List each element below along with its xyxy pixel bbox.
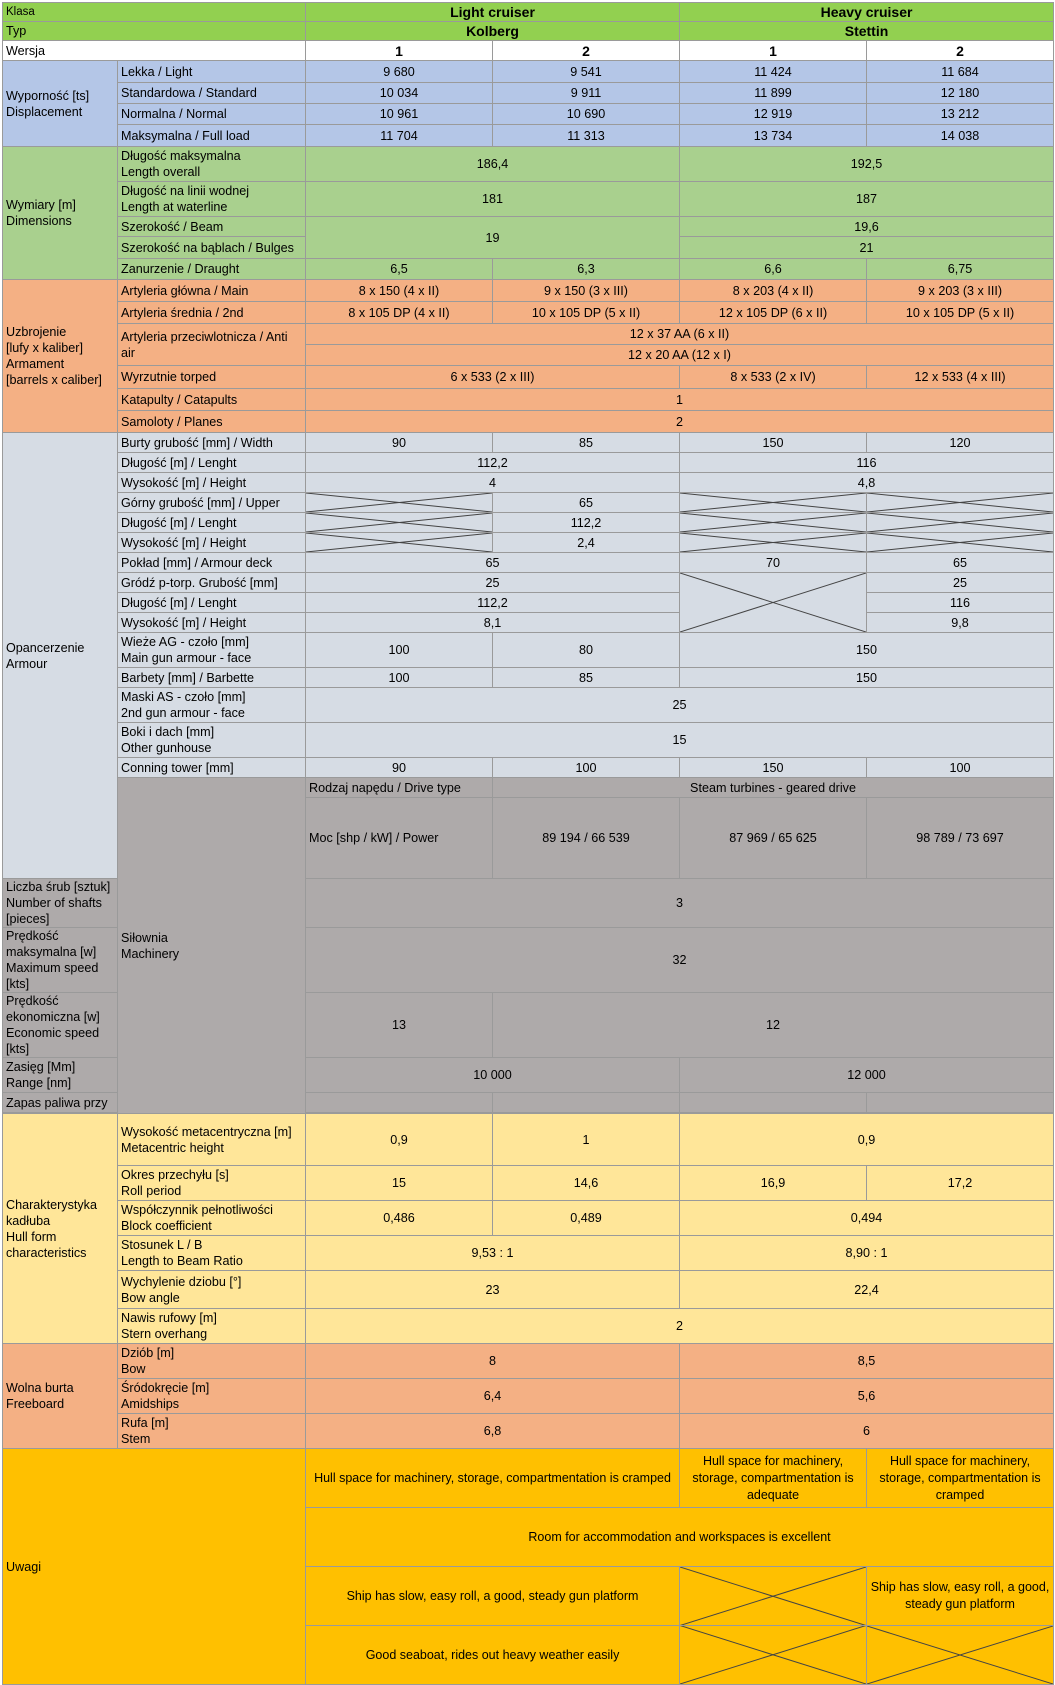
roll-period-h2: 17,2 [867,1166,1054,1201]
upper-length-l1-na [306,513,493,533]
secondary-artillery-l2: 10 x 105 DP (5 x II) [493,302,680,324]
torp-bulkhead-label: Gródź p-torp. Grubość [mm] [118,573,306,593]
torp-height-light: 8,1 [306,613,680,633]
displacement-standard-h2: 12 180 [867,83,1054,104]
draught-l1: 6,5 [306,259,493,280]
catapults-value: 1 [306,389,1054,411]
belt-length-heavy: 116 [680,453,1054,473]
aa-artillery-row2: 12 x 20 AA (12 x I) [306,345,1054,366]
draught-h1: 6,6 [680,259,867,280]
cross-mark [306,513,492,532]
notes-group-label: Uwagi [3,1449,306,1685]
class-heavy-cruiser: Heavy cruiser [680,3,1054,22]
draught-l2: 6,3 [493,259,680,280]
displacement-normal-l2: 10 690 [493,104,680,125]
class-light-cruiser: Light cruiser [306,3,680,22]
upper-height-label: Wysokość [m] / Height [118,533,306,553]
sec-gun-other-label: Boki i dach [mm] Other gunhouse [118,723,306,758]
length-waterline-light: 181 [306,182,680,217]
torp-height-label: Wysokość [m] / Height [118,613,306,633]
belt-width-h2: 120 [867,433,1054,453]
eco-speed-rest: 12 [493,993,1054,1058]
torp-bulkhead-h2: 25 [867,573,1054,593]
cross-mark [867,533,1053,552]
conning-tower-label: Conning tower [mm] [118,758,306,778]
freeboard-bow-heavy: 8,5 [680,1344,1054,1379]
aa-artillery-label: Artyleria przeciwlotnicza / Anti air [118,324,306,366]
eco-speed-l1: 13 [306,993,493,1058]
displacement-light-h1: 11 424 [680,61,867,83]
barbette-label: Barbety [mm] / Barbette [118,668,306,688]
displacement-full-label: Maksymalna / Full load [118,125,306,147]
length-overall-label: Długość maksymalna Length overall [118,147,306,182]
length-overall-heavy: 192,5 [680,147,1054,182]
note-space-light: Hull space for machinery, storage, compartmentation is cramped [306,1449,680,1508]
length-waterline-heavy: 187 [680,182,1054,217]
cross-mark [680,573,866,632]
fuel-h2 [867,1093,1054,1113]
deck-h1: 70 [680,553,867,573]
cross-mark [680,533,866,552]
upper-width-label: Górny grubość [mm] / Upper [118,493,306,513]
cross-mark [867,1626,1053,1684]
sec-gun-other-value: 15 [306,723,1054,758]
metacentric-l2: 1 [493,1114,680,1166]
fuel-l2 [493,1093,680,1113]
secondary-artillery-h1: 12 x 105 DP (6 x II) [680,302,867,324]
freeboard-group-label: Wolna burta Freeboard [3,1344,118,1449]
note-roll-h1-na [680,1567,867,1685]
stern-overhang-label: Nawis rufowy [m] Stern overhang [118,1309,306,1344]
max-speed-value: 32 [306,928,1054,993]
cross-mark [867,493,1053,512]
displacement-standard-l2: 9 911 [493,83,680,104]
displacement-group-label: Wyporność [ts] Displacement [3,61,118,147]
freeboard-stern-label: Rufa [m] Stem [118,1414,306,1449]
turret-face-label: Wieże AG - czoło [mm] Main gun armour - face [118,633,306,668]
main-artillery-h2: 9 x 203 (3 x III) [867,280,1054,302]
drive-type-value: Steam turbines - geared drive [493,778,1054,798]
displacement-full-l1: 11 704 [306,125,493,147]
draught-h2: 6,75 [867,259,1054,280]
version-light-2: 2 [493,41,680,61]
belt-width-l1: 90 [306,433,493,453]
secondary-artillery-h2: 10 x 105 DP (5 x II) [867,302,1054,324]
roll-period-l2: 14,6 [493,1166,680,1201]
upper-width-l1-na [306,493,493,513]
range-label: Zasięg [Mm] Range [nm] [3,1058,118,1093]
deck-h2: 65 [867,553,1054,573]
catapults-label: Katapulty / Catapults [118,389,306,411]
turret-face-l1: 100 [306,633,493,668]
displacement-standard-h1: 11 899 [680,83,867,104]
beam-label: Szerokość / Beam [118,217,306,237]
upper-length-l2: 112,2 [493,513,680,533]
type-kolberg: Kolberg [306,22,680,41]
bulges-label: Szerokość na bąblach / Bulges [118,237,306,259]
main-artillery-l2: 9 x 150 (3 x III) [493,280,680,302]
note-accommodation: Room for accommodation and workspaces is excellent [306,1508,1054,1567]
drive-type-label: Rodzaj napędu / Drive type [306,778,493,798]
bulges-heavy: 21 [680,237,1054,259]
metacentric-label: Wysokość metacentryczna [m] Metacentric height [118,1114,306,1166]
upper-height-h2-na [867,533,1054,553]
fuel-label: Zapas paliwa przy [3,1093,118,1113]
power-label: Moc [shp / kW] / Power [306,798,493,879]
turret-face-heavy: 150 [680,633,1054,668]
bow-angle-light: 23 [306,1271,680,1309]
block-coef-label: Współczynnik pełnotliwości Block coefficient [118,1201,306,1236]
spec-sheet [0,2,1055,1662]
beam-heavy: 19,6 [680,217,1054,237]
note-space-h1: Hull space for machinery, storage, compartmentation is adequate [680,1449,867,1508]
power-h1: 98 789 / 73 697 [867,798,1054,879]
upper-width-h1-na [680,493,867,513]
block-coef-l1: 0,486 [306,1201,493,1236]
conning-tower-l1: 90 [306,758,493,778]
barbette-heavy: 150 [680,668,1054,688]
note-roll-h2: Ship has slow, easy roll, a good, steady gun platform [867,1567,1054,1626]
freeboard-bow-light: 8 [306,1344,680,1379]
version-heavy-2: 2 [867,41,1054,61]
length-waterline-label: Długość na linii wodnej Length at waterline [118,182,306,217]
upper-height-l2: 2,4 [493,533,680,553]
belt-length-light: 112,2 [306,453,680,473]
upper-width-l2: 65 [493,493,680,513]
belt-width-h1: 150 [680,433,867,453]
roll-period-l1: 15 [306,1166,493,1201]
barbette-l1: 100 [306,668,493,688]
belt-height-light: 4 [306,473,680,493]
barbette-l2: 85 [493,668,680,688]
cross-mark [680,1567,866,1684]
armament-group-label: Uzbrojenie [lufy x kaliber] Armament [barrels x caliber] [3,280,118,433]
power-l1: 89 194 / 66 539 [493,798,680,879]
note-seaboat-h2-na [867,1626,1054,1685]
block-coef-l2: 0,489 [493,1201,680,1236]
fuel-h1 [680,1093,867,1113]
note-roll-light: Ship has slow, easy roll, a good, steady gun platform [306,1567,680,1626]
stern-overhang-value: 2 [306,1309,1054,1344]
range-light: 10 000 [306,1058,680,1093]
planes-value: 2 [306,411,1054,433]
torpedo-label: Wyrzutnie torped [118,366,306,389]
torp-height-h2: 9,8 [867,613,1054,633]
turret-face-l2: 80 [493,633,680,668]
displacement-light-l2: 9 541 [493,61,680,83]
eco-speed-label: Prędkość ekonomiczna [w] Economic speed [kts] [3,993,118,1058]
aa-artillery-row1: 12 x 37 AA (6 x II) [306,324,1054,345]
belt-width-l2: 85 [493,433,680,453]
upper-length-h2-na [867,513,1054,533]
shafts-value: 3 [306,879,1054,928]
cross-mark [867,513,1053,532]
belt-height-heavy: 4,8 [680,473,1054,493]
draught-label: Zanurzenie / Draught [118,259,306,280]
belt-height-label: Wysokość [m] / Height [118,473,306,493]
conning-tower-h2: 100 [867,758,1054,778]
displacement-light-l1: 9 680 [306,61,493,83]
bow-angle-heavy: 22,4 [680,1271,1054,1309]
upper-width-h2-na [867,493,1054,513]
deck-light: 65 [306,553,680,573]
armour-group-label: Opancerzenie Armour [3,433,118,879]
deck-label: Pokład [mm] / Armour deck [118,553,306,573]
torp-length-light: 112,2 [306,593,680,613]
beam-light: 19 [306,217,680,259]
displacement-light-label: Lekka / Light [118,61,306,83]
main-artillery-l1: 8 x 150 (4 x II) [306,280,493,302]
torpedo-h2: 12 x 533 (4 x III) [867,366,1054,389]
cross-mark [306,493,492,512]
roll-period-label: Okres przechyłu [s] Roll period [118,1166,306,1201]
lb-ratio-label: Stosunek L / B Length to Beam Ratio [118,1236,306,1271]
length-overall-light: 186,4 [306,147,680,182]
displacement-standard-label: Standardowa / Standard [118,83,306,104]
typ-label: Typ [3,22,306,41]
fuel-l1 [306,1093,493,1113]
shafts-label: Liczba śrub [sztuk] Number of shafts [pieces] [3,879,118,928]
conning-tower-l2: 100 [493,758,680,778]
torpedo-h1: 8 x 533 (2 x IV) [680,366,867,389]
upper-length-label: Długość [m] / Lenght [118,513,306,533]
torp-length-h2: 116 [867,593,1054,613]
sec-gun-face-label: Maski AS - czoło [mm] 2nd gun armour - face [118,688,306,723]
main-artillery-label: Artyleria główna / Main [118,280,306,302]
torpedo-light: 6 x 533 (2 x III) [306,366,680,389]
version-light-1: 1 [306,41,493,61]
displacement-full-h1: 13 734 [680,125,867,147]
max-speed-label: Prędkość maksymalna [w] Maximum speed [kts] [3,928,118,993]
freeboard-stern-heavy: 6 [680,1414,1054,1449]
cross-mark [306,533,492,552]
note-seaboat: Good seaboat, rides out heavy weather easily [306,1626,680,1685]
lb-ratio-heavy: 8,90 : 1 [680,1236,1054,1271]
freeboard-amid-label: Śródokręcie [m] Amidships [118,1379,306,1414]
displacement-full-h2: 14 038 [867,125,1054,147]
klasa-label: Klasa [3,3,306,22]
freeboard-amid-heavy: 5,6 [680,1379,1054,1414]
machinery-group-label: Siłownia Machinery [118,778,306,1114]
hull-group-label: Charakterystyka kadłuba Hull form characteristics [3,1114,118,1344]
planes-label: Samoloty / Planes [118,411,306,433]
roll-period-h1: 16,9 [680,1166,867,1201]
block-coef-heavy: 0,494 [680,1201,1054,1236]
displacement-normal-h2: 13 212 [867,104,1054,125]
main-artillery-h1: 8 x 203 (4 x II) [680,280,867,302]
cruiser-spec-table [2,2,1054,1685]
bow-angle-label: Wychylenie dziobu [°] Bow angle [118,1271,306,1309]
displacement-normal-h1: 12 919 [680,104,867,125]
power-l2: 87 969 / 65 625 [680,798,867,879]
lb-ratio-light: 9,53 : 1 [306,1236,680,1271]
upper-height-l1-na [306,533,493,553]
upper-length-h1-na [680,513,867,533]
version-heavy-1: 1 [680,41,867,61]
torp-bulkhead-h1-na [680,573,867,633]
freeboard-stern-light: 6,8 [306,1414,680,1449]
cross-mark [680,513,866,532]
belt-width-label: Burty grubość [mm] / Width [118,433,306,453]
belt-length-label: Długość [m] / Lenght [118,453,306,473]
displacement-light-h2: 11 684 [867,61,1054,83]
conning-tower-h1: 150 [680,758,867,778]
metacentric-heavy: 0,9 [680,1114,1054,1166]
displacement-standard-l1: 10 034 [306,83,493,104]
secondary-artillery-l1: 8 x 105 DP (4 x II) [306,302,493,324]
displacement-normal-label: Normalna / Normal [118,104,306,125]
range-heavy: 12 000 [680,1058,1054,1093]
freeboard-amid-light: 6,4 [306,1379,680,1414]
sec-gun-face-value: 25 [306,688,1054,723]
cross-mark [680,493,866,512]
wersja-label: Wersja [3,41,306,61]
displacement-full-l2: 11 313 [493,125,680,147]
note-space-h2: Hull space for machinery, storage, compartmentation is cramped [867,1449,1054,1508]
upper-height-h1-na [680,533,867,553]
displacement-normal-l1: 10 961 [306,104,493,125]
type-stettin: Stettin [680,22,1054,41]
torp-bulkhead-light: 25 [306,573,680,593]
metacentric-l1: 0,9 [306,1114,493,1166]
freeboard-bow-label: Dziób [m] Bow [118,1344,306,1379]
dimensions-group-label: Wymiary [m] Dimensions [3,147,118,280]
secondary-artillery-label: Artyleria średnia / 2nd [118,302,306,324]
torp-length-label: Długość [m] / Lenght [118,593,306,613]
